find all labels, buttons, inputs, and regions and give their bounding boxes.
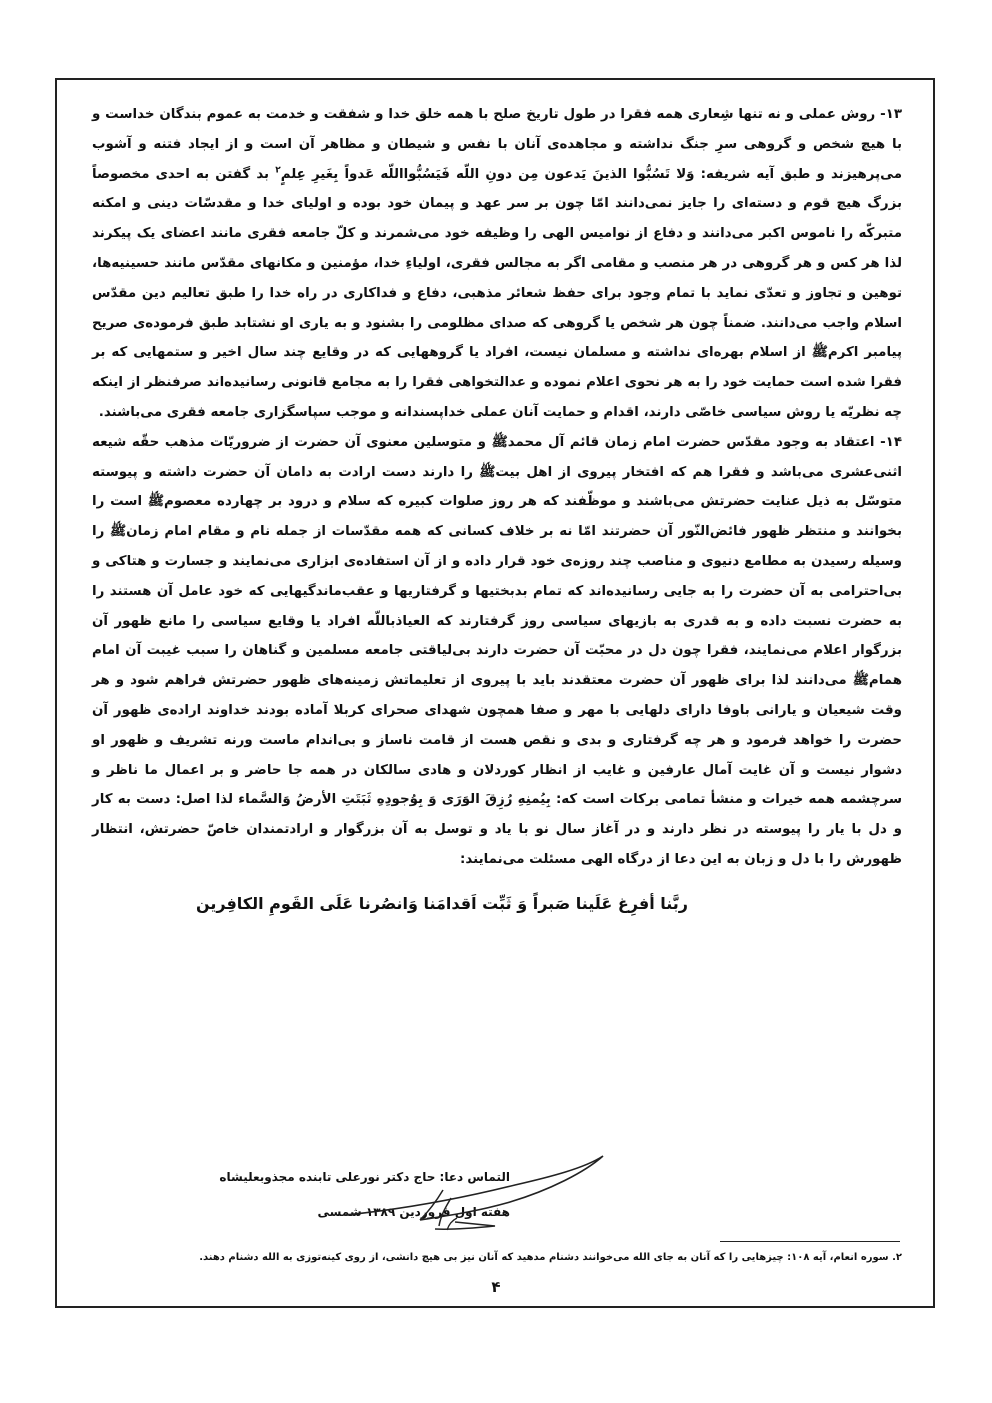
paragraph-13-part1: ۱۳- روش عملی و نه تنها شِعاری همه فقرا در طول تاریخ صلح با همه خلق خدا و شفقت و خدمت به عموم بندگان خداست و با هیچ شخص و گروهی سرِ جنگ نداشته و مجاهده‌ی آنان با نفس و شیطان و مظاهر آن است و از ایجاد فتنه و آشوب می‌پرهیزند و طبق آیه شریفه: وَلا تَسُبُّوا الذینَ یَدعون مِن دونِ اللّه فَیَسُبُّوااللّه عَدواً بِغَیرِ عِلمٍ: [92, 107, 902, 182]
footnote-divider: [720, 1241, 900, 1242]
footnote: ۲. سوره انعام، آیه ۱۰۸: چیزهایی را که آنان به جای الله می‌خوانند دشنام مدهید که آنان نیز بی هیچ دانشی، از روی کینه‌توزی به الله دشنام دهند.: [199, 1252, 902, 1263]
page-number: ۴: [491, 1278, 501, 1296]
quranic-verse: ربَّنا أفرِغ عَلَینا صَبراً وَ ثَبِّت اَقدامَنا وَانصُرنا عَلَی القَومِ الکافِرین: [195, 893, 688, 913]
paragraph-14: [92, 428, 902, 875]
document-body: [92, 100, 902, 919]
paragraph-13-text: [92, 100, 902, 428]
signature-line-2: هفته اول فروردین ۱۳۸۹ شمسی: [317, 1205, 510, 1219]
paragraph-13: [92, 100, 902, 428]
signature-line-1: التماس دعا: حاج دکتر نورعلی تابنده مجذوبعلیشاه: [219, 1170, 510, 1184]
footnote-marker: ۲: [275, 165, 281, 176]
paragraph-14-text: ۱۴- اعتقاد به وجود مقدّس حضرت امام زمان قائم آل محمدﷺ و متوسلین معنوی آن حضرت از ضروریّات مذهب حقّه شیعه اثنی‌عشری می‌باشد و فقرا هم که افتخار پیروی از اهل بیتﷺ را دارند دست ارادت به دامان آن حضرت داشته و پیوسته متوسّل به ذیل عنایت حضرتش می‌باشند و موظّفند که هر روز صلوات کبیره که سلام و درود بر چهارده معصومﷺ است را بخوانند و منتظر ظهور فائض‌النّور آن حضرتند امّا نه بر خلاف کسانی که همه مقدّسات از جمله نام و مقام امام زمانﷺ را وسیله رسیدن به مطامع دنیوی و مناصب چند روزه‌ی خود قرار داده و از آن استفاده‌ی ابزاری می‌نمایند و جسارت و هتاکی و بی‌احترامی به آن حضرت را به جایی رسانیده‌اند که تمام بدبختیها و گرفتاریها و عقب‌ماندگیهایی که خود عامل آن هستند را به حضرت نسبت داده و به قدری به بازیهای سیاسی روز گرفتارند که العیاذباللّه افراد یا وقایع سیاسی را مانع ظهور آن بزرگوار اعلام می‌نمایند، فقرا چون دل در محبّت آن حضرت دارند بی‌لیاقتی جامعه مسلمین و گناهان را سبب غیبت آن امام همامﷺ می‌دانند لذا برای ظهور آن حضرت معتقدند باید با پیروی از تعلیماتش زمینه‌های ظهور حضرتش فراهم شود و هر وقت شیعیان و یارانی باوفا دارای دلهایی با مهر و صفا همچون شهدای صحرای کربلا آماده بودند خداوند اراده‌ی ظهور آن حضرت را خواهد فرمود و هر چه گرفتاری و بدی و نقص هست از قامت ناساز و بی‌اندام ماست ورنه تشریف و ظهور او دشوار نیست و آن غایت آمال عارفین و غایب از انظار کوردلان و هادی سالکان در همه جا حاضر و بر اعمال ما ناظر و سرچشمه همه خیرات و منشأ تمامی برکات است که: بِیُمنِهِ رُزِقَ الوَرَی وَ بِوُجودِهِ ثَبَتَتِ الأرضُ وَالسَّماء لذا اصل: دست به کار و دل با یار را پیوسته در نظر دارند و در آغاز سال نو با یاد و توسل به آن بزرگوار و ارادتمندان خاصّ حضرتش، انتظار ظهورش را با دل و زبان به این دعا از درگاه الهی مسئلت می‌نمایند:: [92, 434, 902, 867]
paragraph-13-part2: بد گفتن به احدی مخصوصاً بزرگ هیچ قوم و دسته‌ای را جایز نمی‌دانند امّا چون بر سر عهد و پیمان خود بوده و اولیای خدا و مقدسّات دینی و امکنه متبرکّه را ناموس اکبر می‌دانند و دفاع از نوامیس الهی را وظیفه خود می‌شمرند و کلّ جامعه فقری مانند اعضای یک پیکرند لذا هر کس و هر گروهی در هر منصب و مقامی اگر به مجالس فقری، اولیاءِ خدا، مؤمنین و مکانهای مقدّس مانند حسینیه‌ها، توهین و تجاوز و تعدّی نماید با تمام وجود برای حفظ شعائر مذهبی، دفاع و فداکاری در راه خدا را طبق تعالیم دین مقدّس اسلام واجب می‌دانند. ضمناً چون هر شخص یا گروهی که صدای مظلومی را بشنود و به یاری او نشتابد طبق فرموده‌ی صریح پیامبر اکرمﷺ از اسلام بهره‌ای نداشته و مسلمان نیست، افراد یا گروههایی که در وقایع چند سال اخیر و ستمهایی که بر فقرا شده است حمایت خود را به هر نحوی اعلام نموده و عدالتخواهی فقرا را به مجامع قانونی رسانیده‌اند صرفنظر از اینکه چه نظریّه یا روش سیاسی خاصّی دارند، اقدام و حمایت آنان عملی خداپسندانه و موجب سپاسگزاری جامعه فقری می‌باشند.: [92, 166, 902, 420]
handwritten-signature-icon: [335, 1150, 610, 1235]
